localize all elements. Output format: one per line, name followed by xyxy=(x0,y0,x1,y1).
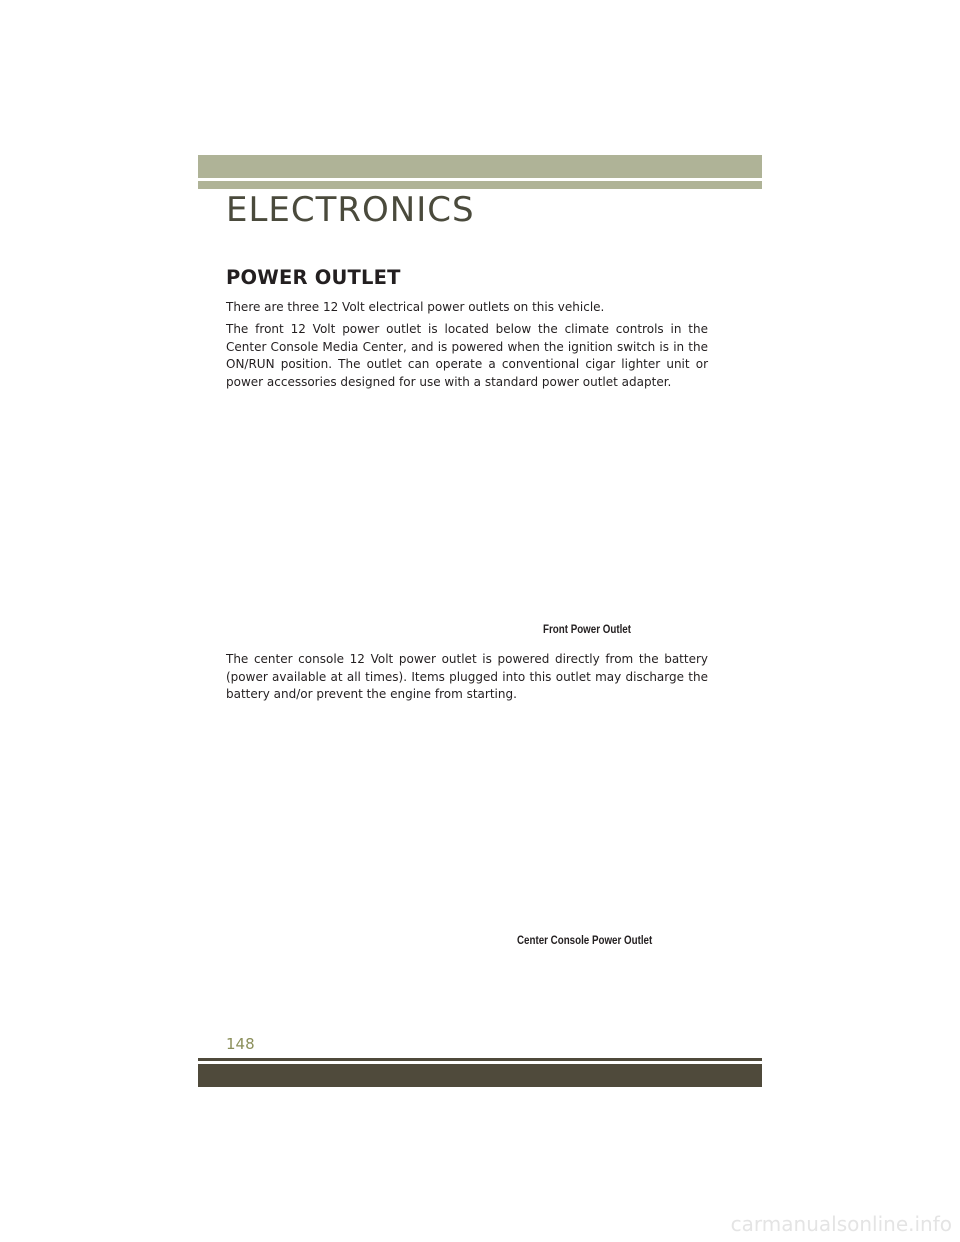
figure-caption-center-console-power-outlet: Center Console Power Outlet xyxy=(517,935,653,947)
center-console-power-outlet-figure xyxy=(226,712,708,934)
paragraph-front-outlet: The front 12 Volt power outlet is located below the climate controls in the Center Console Media Center, and is powered when the ignition switch is in the ON/RUN position. The outlet can operate a conventional cigar lighter unit or power accessories designed for use with a standard power outlet adapter. xyxy=(226,322,708,389)
paragraph-center-console-outlet: The center console 12 Volt power outlet is powered directly from the battery (power available at all times). Items plugged into this outlet may discharge the battery and/or prevent the engine from starting. xyxy=(226,652,708,701)
paragraph-outlet-count: There are three 12 Volt electrical power outlets on this vehicle. xyxy=(226,300,605,314)
footer-band xyxy=(198,1064,762,1087)
front-power-outlet-figure xyxy=(226,396,708,618)
footer-band-stripe xyxy=(198,1058,762,1061)
figure-caption-front-power-outlet: Front Power Outlet xyxy=(543,624,631,636)
header-band xyxy=(198,155,762,178)
page-number: 148 xyxy=(226,1035,255,1053)
watermark: carmanualsonline.info xyxy=(730,1212,952,1236)
section-heading: POWER OUTLET xyxy=(226,266,401,289)
header-band-stripe xyxy=(198,181,762,189)
chapter-title: ELECTRONICS xyxy=(226,190,475,230)
